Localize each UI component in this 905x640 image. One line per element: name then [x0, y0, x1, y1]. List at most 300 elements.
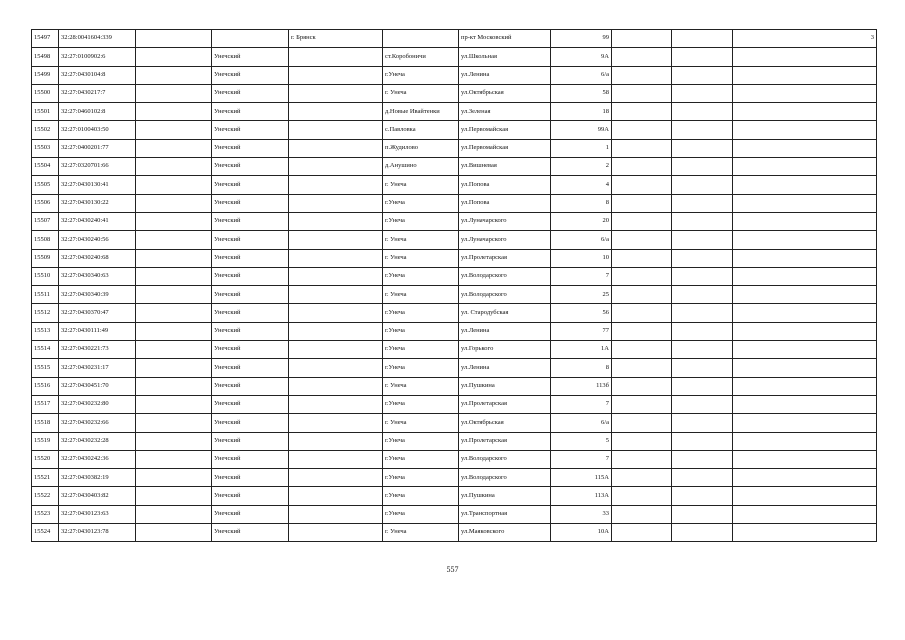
settlement-cell: г. Унеча: [383, 231, 459, 249]
blank-cell: [612, 505, 672, 523]
blank-cell: [612, 231, 672, 249]
table-row: [32, 66, 877, 84]
street-cell: ул.Октябрьская: [459, 414, 551, 432]
cadastral-number-cell: 32:27:0430340:39: [59, 286, 136, 304]
blank-cell: [612, 139, 672, 157]
extra-value-cell: [733, 231, 877, 249]
blank-cell: [136, 377, 212, 395]
city-cell: [289, 231, 383, 249]
house-number-cell: 6/а: [551, 66, 612, 84]
district-cell: Унечский: [212, 377, 289, 395]
row-number-cell: 15505: [32, 176, 59, 194]
table-row: [32, 121, 877, 139]
blank-cell: [612, 249, 672, 267]
blank-cell: [672, 377, 733, 395]
row-number-cell: 15517: [32, 395, 59, 413]
city-cell: [289, 432, 383, 450]
table-row: [32, 267, 877, 285]
extra-value-cell: [733, 121, 877, 139]
extra-value-cell: [733, 66, 877, 84]
settlement-cell: г.Унеча: [383, 194, 459, 212]
extra-value-cell: [733, 84, 877, 102]
row-number-cell: 15515: [32, 359, 59, 377]
house-number-cell: 99: [551, 30, 612, 48]
cadastral-number-cell: 32:27:0430370:47: [59, 304, 136, 322]
street-cell: ул.Луначарского: [459, 231, 551, 249]
house-number-cell: 7: [551, 450, 612, 468]
settlement-cell: г.Унеча: [383, 395, 459, 413]
table-body: [32, 30, 877, 542]
blank-cell: [672, 48, 733, 66]
blank-cell: [136, 48, 212, 66]
street-cell: ул.Ленина: [459, 322, 551, 340]
street-cell: ул.Ленина: [459, 359, 551, 377]
house-number-cell: 20: [551, 212, 612, 230]
city-cell: [289, 84, 383, 102]
row-number-cell: 15497: [32, 30, 59, 48]
cadastral-number-cell: 32:27:0430104:8: [59, 66, 136, 84]
district-cell: Унечский: [212, 267, 289, 285]
house-number-cell: 25: [551, 286, 612, 304]
city-cell: [289, 395, 383, 413]
blank-cell: [672, 121, 733, 139]
blank-cell: [672, 322, 733, 340]
blank-cell: [136, 286, 212, 304]
district-cell: Унечский: [212, 487, 289, 505]
blank-cell: [136, 322, 212, 340]
settlement-cell: д.Анушино: [383, 158, 459, 176]
house-number-cell: 10: [551, 249, 612, 267]
house-number-cell: 18: [551, 103, 612, 121]
table-row: [32, 194, 877, 212]
extra-value-cell: [733, 450, 877, 468]
extra-value-cell: [733, 103, 877, 121]
row-number-cell: 15504: [32, 158, 59, 176]
district-cell: Унечский: [212, 395, 289, 413]
district-cell: Унечский: [212, 212, 289, 230]
settlement-cell: [383, 30, 459, 48]
blank-cell: [136, 103, 212, 121]
blank-cell: [136, 139, 212, 157]
district-cell: Унечский: [212, 304, 289, 322]
settlement-cell: г. Унеча: [383, 249, 459, 267]
cadastral-number-cell: 32:27:0430451:70: [59, 377, 136, 395]
extra-value-cell: [733, 524, 877, 542]
street-cell: ул.Пролетарская: [459, 395, 551, 413]
district-cell: Унечский: [212, 66, 289, 84]
city-cell: [289, 139, 383, 157]
cadastral-number-cell: 32:27:0430111:49: [59, 322, 136, 340]
city-cell: [289, 304, 383, 322]
blank-cell: [612, 267, 672, 285]
table-row: [32, 432, 877, 450]
house-number-cell: 99А: [551, 121, 612, 139]
blank-cell: [672, 395, 733, 413]
row-number-cell: 15520: [32, 450, 59, 468]
blank-cell: [672, 359, 733, 377]
table-row: [32, 139, 877, 157]
extra-value-cell: [733, 469, 877, 487]
district-cell: Унечский: [212, 139, 289, 157]
blank-cell: [612, 103, 672, 121]
row-number-cell: 15524: [32, 524, 59, 542]
blank-cell: [672, 304, 733, 322]
street-cell: ул.Попова: [459, 176, 551, 194]
table-row: [32, 450, 877, 468]
blank-cell: [136, 158, 212, 176]
city-cell: [289, 377, 383, 395]
settlement-cell: г. Унеча: [383, 414, 459, 432]
blank-cell: [672, 212, 733, 230]
extra-value-cell: [733, 139, 877, 157]
blank-cell: [672, 286, 733, 304]
settlement-cell: п.Жудилово: [383, 139, 459, 157]
extra-value-cell: [733, 286, 877, 304]
blank-cell: [612, 84, 672, 102]
house-number-cell: 115А: [551, 469, 612, 487]
blank-cell: [136, 267, 212, 285]
extra-value-cell: [733, 395, 877, 413]
row-number-cell: 15507: [32, 212, 59, 230]
settlement-cell: г.Унеча: [383, 450, 459, 468]
blank-cell: [612, 286, 672, 304]
cadastral-number-cell: 32:27:0430242:36: [59, 450, 136, 468]
district-cell: Унечский: [212, 103, 289, 121]
settlement-cell: ст.Коробоничи: [383, 48, 459, 66]
blank-cell: [612, 121, 672, 139]
blank-cell: [136, 414, 212, 432]
cadastral-number-cell: 32:27:0430403:82: [59, 487, 136, 505]
city-cell: [289, 359, 383, 377]
cadastral-number-cell: 32:27:0430232:66: [59, 414, 136, 432]
settlement-cell: г.Унеча: [383, 505, 459, 523]
district-cell: Унечский: [212, 158, 289, 176]
settlement-cell: г.Унеча: [383, 487, 459, 505]
blank-cell: [612, 30, 672, 48]
extra-value-cell: [733, 322, 877, 340]
settlement-cell: г. Унеча: [383, 377, 459, 395]
city-cell: [289, 450, 383, 468]
house-number-cell: 33: [551, 505, 612, 523]
blank-cell: [136, 341, 212, 359]
blank-cell: [672, 231, 733, 249]
row-number-cell: 15506: [32, 194, 59, 212]
row-number-cell: 15522: [32, 487, 59, 505]
blank-cell: [136, 469, 212, 487]
city-cell: [289, 66, 383, 84]
district-cell: Унечский: [212, 231, 289, 249]
extra-value-cell: [733, 377, 877, 395]
row-number-cell: 15508: [32, 231, 59, 249]
street-cell: ул.Первомайская: [459, 139, 551, 157]
blank-cell: [672, 341, 733, 359]
settlement-cell: г.Унеча: [383, 267, 459, 285]
house-number-cell: 10А: [551, 524, 612, 542]
settlement-cell: г.Унеча: [383, 304, 459, 322]
blank-cell: [136, 84, 212, 102]
street-cell: ул.Школьная: [459, 48, 551, 66]
blank-cell: [672, 84, 733, 102]
street-cell: ул.Володарского: [459, 286, 551, 304]
table-row: [32, 231, 877, 249]
city-cell: [289, 103, 383, 121]
street-cell: ул.Ленина: [459, 66, 551, 84]
blank-cell: [136, 66, 212, 84]
blank-cell: [612, 194, 672, 212]
city-cell: [289, 341, 383, 359]
blank-cell: [612, 176, 672, 194]
cadastral-number-cell: 32:27:0100403:50: [59, 121, 136, 139]
street-cell: ул.Володарского: [459, 469, 551, 487]
cadastral-number-cell: 32:27:0430340:63: [59, 267, 136, 285]
cadastral-number-cell: 32:28:0041604:339: [59, 30, 136, 48]
blank-cell: [612, 359, 672, 377]
blank-cell: [672, 194, 733, 212]
row-number-cell: 15500: [32, 84, 59, 102]
district-cell: Унечский: [212, 341, 289, 359]
street-cell: ул.Вишневая: [459, 158, 551, 176]
extra-value-cell: [733, 432, 877, 450]
blank-cell: [672, 158, 733, 176]
city-cell: [289, 121, 383, 139]
blank-cell: [612, 48, 672, 66]
blank-cell: [672, 524, 733, 542]
cadastral-number-cell: 32:27:0400201:77: [59, 139, 136, 157]
street-cell: ул.Горького: [459, 341, 551, 359]
house-number-cell: 6/а: [551, 231, 612, 249]
settlement-cell: с.Павловка: [383, 121, 459, 139]
house-number-cell: 7: [551, 395, 612, 413]
cadastral-number-cell: 32:27:0430240:56: [59, 231, 136, 249]
house-number-cell: 9А: [551, 48, 612, 66]
extra-value-cell: 3: [733, 30, 877, 48]
cadastral-number-cell: 32:27:0430123:78: [59, 524, 136, 542]
blank-cell: [612, 395, 672, 413]
blank-cell: [612, 158, 672, 176]
blank-cell: [672, 487, 733, 505]
table-row: [32, 377, 877, 395]
street-cell: ул.Луначарского: [459, 212, 551, 230]
street-cell: ул.Пролетарская: [459, 249, 551, 267]
blank-cell: [612, 212, 672, 230]
extra-value-cell: [733, 414, 877, 432]
table-row: [32, 304, 877, 322]
settlement-cell: д.Новые Ивайтенки: [383, 103, 459, 121]
row-number-cell: 15502: [32, 121, 59, 139]
blank-cell: [612, 450, 672, 468]
table-row: [32, 212, 877, 230]
settlement-cell: г.Унеча: [383, 432, 459, 450]
city-cell: [289, 487, 383, 505]
street-cell: ул.Первомайская: [459, 121, 551, 139]
district-cell: Унечский: [212, 249, 289, 267]
table-row: [32, 469, 877, 487]
table-row: [32, 176, 877, 194]
extra-value-cell: [733, 212, 877, 230]
cadastral-number-cell: 32:27:0430130:22: [59, 194, 136, 212]
district-cell: Унечский: [212, 322, 289, 340]
page-number: 557: [446, 565, 459, 574]
cadastral-number-cell: 32:27:0430130:41: [59, 176, 136, 194]
table-row: [32, 30, 877, 48]
settlement-cell: г.Унеча: [383, 66, 459, 84]
row-number-cell: 15499: [32, 66, 59, 84]
blank-cell: [672, 469, 733, 487]
table-row: [32, 286, 877, 304]
house-number-cell: 7: [551, 267, 612, 285]
row-number-cell: 15523: [32, 505, 59, 523]
district-cell: Унечский: [212, 121, 289, 139]
city-cell: [289, 212, 383, 230]
cadastral-number-cell: 32:27:0100902:6: [59, 48, 136, 66]
district-cell: Унечский: [212, 505, 289, 523]
district-cell: Унечский: [212, 84, 289, 102]
district-cell: Унечский: [212, 359, 289, 377]
settlement-cell: г.Унеча: [383, 359, 459, 377]
blank-cell: [672, 414, 733, 432]
extra-value-cell: [733, 341, 877, 359]
cadastral-number-cell: 32:27:0430231:17: [59, 359, 136, 377]
blank-cell: [136, 359, 212, 377]
settlement-cell: г.Унеча: [383, 469, 459, 487]
table-row: [32, 322, 877, 340]
cadastral-number-cell: 32:27:0430382:19: [59, 469, 136, 487]
city-cell: [289, 524, 383, 542]
house-number-cell: 113А: [551, 487, 612, 505]
house-number-cell: 1А: [551, 341, 612, 359]
street-cell: пр-кт Московский: [459, 30, 551, 48]
house-number-cell: 77: [551, 322, 612, 340]
row-number-cell: 15512: [32, 304, 59, 322]
blank-cell: [612, 322, 672, 340]
city-cell: [289, 267, 383, 285]
city-cell: [289, 414, 383, 432]
blank-cell: [612, 524, 672, 542]
house-number-cell: 56: [551, 304, 612, 322]
city-cell: [289, 48, 383, 66]
city-cell: [289, 249, 383, 267]
house-number-cell: 1: [551, 139, 612, 157]
extra-value-cell: [733, 505, 877, 523]
street-cell: ул.Транспортная: [459, 505, 551, 523]
blank-cell: [612, 414, 672, 432]
street-cell: ул. Стародубская: [459, 304, 551, 322]
city-cell: [289, 505, 383, 523]
row-number-cell: 15510: [32, 267, 59, 285]
street-cell: ул.Маяковского: [459, 524, 551, 542]
blank-cell: [136, 524, 212, 542]
row-number-cell: 15516: [32, 377, 59, 395]
cadastral-number-cell: 32:27:0460102:8: [59, 103, 136, 121]
blank-cell: [136, 450, 212, 468]
district-cell: Унечский: [212, 286, 289, 304]
city-cell: [289, 322, 383, 340]
house-number-cell: 113б: [551, 377, 612, 395]
row-number-cell: 15513: [32, 322, 59, 340]
house-number-cell: 2: [551, 158, 612, 176]
blank-cell: [672, 66, 733, 84]
house-number-cell: 4: [551, 176, 612, 194]
street-cell: ул.Попова: [459, 194, 551, 212]
row-number-cell: 15511: [32, 286, 59, 304]
settlement-cell: г.Унеча: [383, 322, 459, 340]
settlement-cell: г. Унеча: [383, 286, 459, 304]
street-cell: ул.Октябрьская: [459, 84, 551, 102]
district-cell: Унечский: [212, 48, 289, 66]
district-cell: Унечский: [212, 432, 289, 450]
extra-value-cell: [733, 304, 877, 322]
district-cell: Унечский: [212, 450, 289, 468]
blank-cell: [612, 377, 672, 395]
city-cell: [289, 158, 383, 176]
table-row: [32, 48, 877, 66]
house-number-cell: 58: [551, 84, 612, 102]
cadastral-number-cell: 32:27:0430240:68: [59, 249, 136, 267]
street-cell: ул.Пушкина: [459, 377, 551, 395]
blank-cell: [672, 249, 733, 267]
city-cell: [289, 176, 383, 194]
city-cell: г. Брянск: [289, 30, 383, 48]
extra-value-cell: [733, 267, 877, 285]
street-cell: ул.Пролетарская: [459, 432, 551, 450]
row-number-cell: 15521: [32, 469, 59, 487]
settlement-cell: г.Унеча: [383, 212, 459, 230]
blank-cell: [672, 30, 733, 48]
blank-cell: [672, 432, 733, 450]
city-cell: [289, 469, 383, 487]
district-cell: Унечский: [212, 194, 289, 212]
house-number-cell: 8: [551, 194, 612, 212]
settlement-cell: г. Унеча: [383, 84, 459, 102]
district-cell: Унечский: [212, 469, 289, 487]
street-cell: ул.Володарского: [459, 267, 551, 285]
blank-cell: [612, 66, 672, 84]
blank-cell: [136, 30, 212, 48]
extra-value-cell: [733, 48, 877, 66]
registry-table: [31, 29, 877, 542]
street-cell: ул.Володарского: [459, 450, 551, 468]
row-number-cell: 15501: [32, 103, 59, 121]
house-number-cell: 5: [551, 432, 612, 450]
settlement-cell: г. Унеча: [383, 176, 459, 194]
blank-cell: [672, 103, 733, 121]
row-number-cell: 15509: [32, 249, 59, 267]
district-cell: [212, 30, 289, 48]
row-number-cell: 15514: [32, 341, 59, 359]
row-number-cell: 15503: [32, 139, 59, 157]
table-row: [32, 524, 877, 542]
cadastral-number-cell: 32:27:0430217:7: [59, 84, 136, 102]
blank-cell: [612, 487, 672, 505]
table-row: [32, 414, 877, 432]
street-cell: ул.Пушкина: [459, 487, 551, 505]
house-number-cell: 6/а: [551, 414, 612, 432]
row-number-cell: 15498: [32, 48, 59, 66]
blank-cell: [136, 432, 212, 450]
cadastral-number-cell: 32:27:0320701:66: [59, 158, 136, 176]
blank-cell: [672, 450, 733, 468]
settlement-cell: г. Унеча: [383, 524, 459, 542]
cadastral-number-cell: 32:27:0430123:63: [59, 505, 136, 523]
house-number-cell: 8: [551, 359, 612, 377]
blank-cell: [136, 194, 212, 212]
cadastral-number-cell: 32:27:0430240:41: [59, 212, 136, 230]
street-cell: ул.Зеленая: [459, 103, 551, 121]
city-cell: [289, 194, 383, 212]
district-cell: Унечский: [212, 524, 289, 542]
table-row: [32, 341, 877, 359]
blank-cell: [136, 505, 212, 523]
